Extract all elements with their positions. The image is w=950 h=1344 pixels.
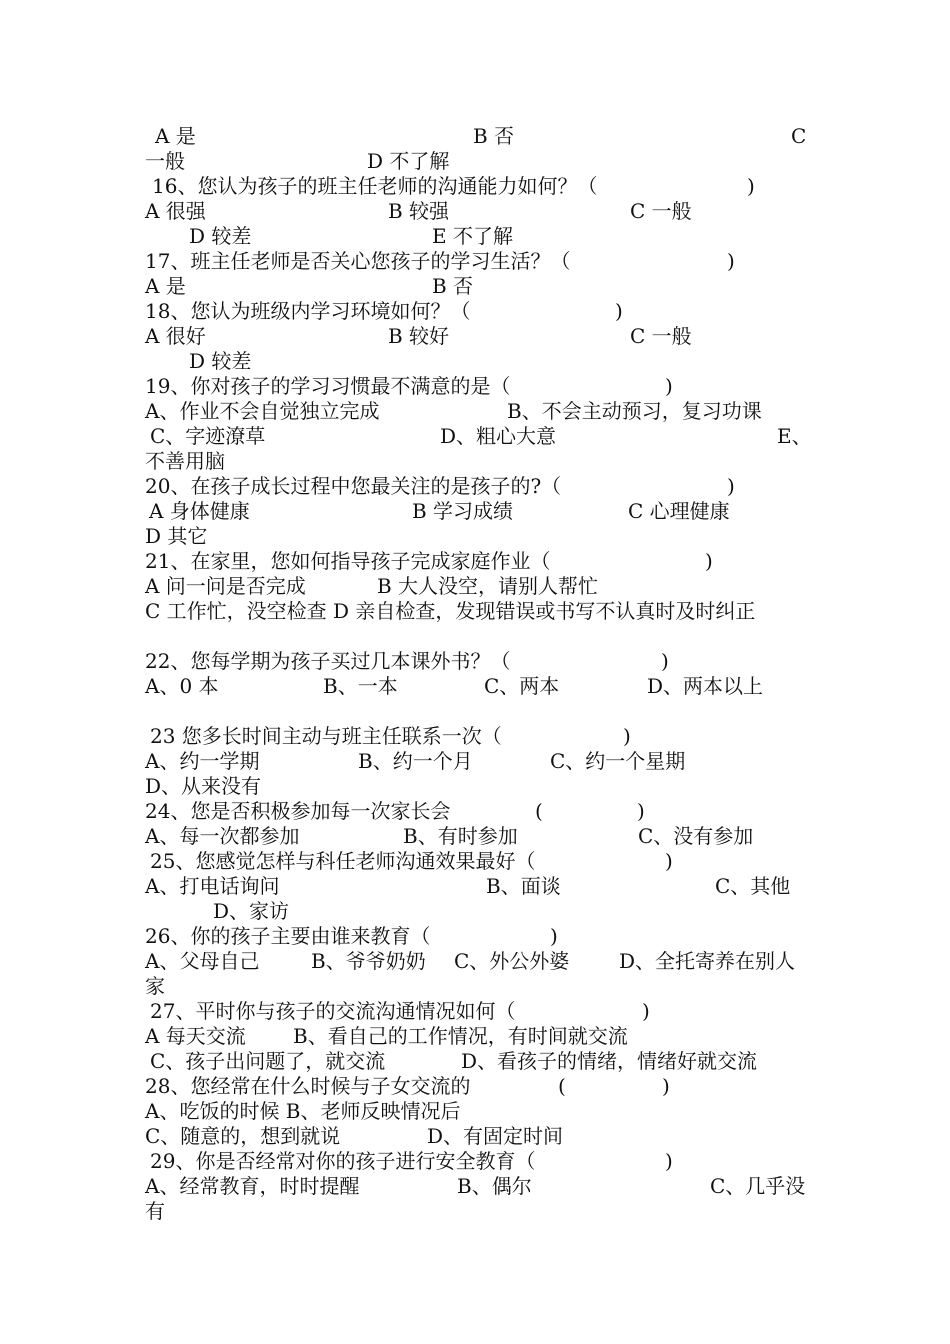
option-text: B、偶尔 xyxy=(457,1174,532,1198)
option-text: B 否 xyxy=(432,274,474,298)
line-q25-options-d xyxy=(145,899,810,924)
question-16 xyxy=(145,174,810,199)
option-text: D、粗心大意 xyxy=(440,424,557,448)
option-text: A 问一问是否完成 xyxy=(145,574,306,598)
option-text: D、从来没有 xyxy=(145,774,262,798)
option-text: D、家访 xyxy=(213,899,290,923)
line-q28-options-cd xyxy=(145,1124,810,1149)
option-text: A、吃饭的时候 B、老师反映情况后 xyxy=(145,1099,461,1123)
option-text: 有 xyxy=(145,1199,165,1223)
line-q19-options-e-cont xyxy=(145,449,810,474)
answer-bracket: ) xyxy=(665,1149,673,1173)
line-q18-options-d xyxy=(145,349,810,374)
option-text: A 每天交流 xyxy=(145,1024,246,1048)
option-text: A、打电话询问 xyxy=(145,874,280,898)
option-text: A 是 xyxy=(145,274,186,298)
line-q20-options-abc xyxy=(145,499,810,524)
question-20 xyxy=(145,474,810,499)
option-text: B 较强 xyxy=(388,199,450,223)
option-text: C 工作忙，没空检查 D 亲自检查，发现错误或书写不认真时及时纠正 xyxy=(145,599,756,623)
question-18 xyxy=(145,299,810,324)
option-text: B、看自己的工作情况，有时间就交流 xyxy=(293,1024,628,1048)
question-27 xyxy=(145,999,810,1024)
option-text: A、约一学期 xyxy=(145,749,260,773)
option-text: C 一般 xyxy=(630,199,692,223)
option-text: D 较差 xyxy=(189,224,252,248)
question-19 xyxy=(145,374,810,399)
option-text: A 很好 xyxy=(145,324,206,348)
line-q29-options xyxy=(145,1174,810,1199)
line-q16-options-de xyxy=(145,224,810,249)
question-17 xyxy=(145,249,810,274)
answer-bracket: ) xyxy=(615,299,623,323)
question-text: 22、您每学期为孩子买过几本课外书？（ xyxy=(145,649,511,673)
line-q18-options-abc xyxy=(145,324,810,349)
answer-bracket: ) xyxy=(705,549,713,573)
line-q29-options-cont xyxy=(145,1199,810,1224)
line-q25-options-abc xyxy=(145,874,810,899)
option-text: 不善用脑 xyxy=(145,449,225,473)
option-text: D 较差 xyxy=(189,349,252,373)
question-22 xyxy=(145,649,810,674)
line-q28-options-ab xyxy=(145,1099,810,1124)
line-q20-options-d xyxy=(145,524,810,549)
line-q23-options-d xyxy=(145,774,810,799)
option-text: D、全托寄养在别人 xyxy=(619,949,796,973)
question-text: 26、你的孩子主要由谁来教育（ xyxy=(145,924,431,948)
option-text: C、其他 xyxy=(715,874,791,898)
question-text: 18、您认为班级内学习环境如何？（ xyxy=(145,299,471,323)
option-text: C、字迹潦草 xyxy=(150,424,266,448)
line-q15-options-cd xyxy=(145,149,810,174)
line-q15-options-ab xyxy=(145,124,810,149)
answer-bracket: ( xyxy=(535,799,543,823)
line-q26-options-cont xyxy=(145,974,810,999)
option-text: A 是 xyxy=(155,124,196,148)
answer-bracket: ) xyxy=(637,799,645,823)
option-text: B 较好 xyxy=(388,324,450,348)
line-q21-options-ab xyxy=(145,574,810,599)
option-text: A、0 本 xyxy=(145,674,219,698)
option-text: C、约一个星期 xyxy=(550,749,686,773)
line-q21-options-cd xyxy=(145,599,810,624)
line-q16-options-abc xyxy=(145,199,810,224)
option-text: C、两本 xyxy=(484,674,560,698)
option-text: D 不了解 xyxy=(367,149,450,173)
question-text: 16、您认为孩子的班主任老师的沟通能力如何？（ xyxy=(152,174,598,198)
option-text: B 大人没空，请别人帮忙 xyxy=(377,574,599,598)
question-text: 20、在孩子成长过程中您最关注的是孩子的?（ xyxy=(145,474,562,498)
option-text: 家 xyxy=(145,974,165,998)
option-text: A 身体健康 xyxy=(149,499,250,523)
option-text: C 一般 xyxy=(630,324,692,348)
option-text: E、 xyxy=(777,424,812,448)
option-text: A、父母自己 xyxy=(145,949,260,973)
option-text: B、约一个月 xyxy=(358,749,473,773)
question-26 xyxy=(145,924,810,949)
question-text: 25、您感觉怎样与科任老师沟通效果最好（ xyxy=(150,849,536,873)
answer-bracket: ) xyxy=(662,1074,670,1098)
option-text: C、外公外婆 xyxy=(454,949,570,973)
option-text: B、有时参加 xyxy=(403,824,518,848)
option-text: C、几乎没 xyxy=(710,1174,806,1198)
question-text: 17、班主任老师是否关心您孩子的学习生活？（ xyxy=(145,249,571,273)
option-text: D、有固定时间 xyxy=(427,1124,564,1148)
option-text: B、面谈 xyxy=(486,874,561,898)
line-q26-options xyxy=(145,949,810,974)
option-text: 一般 xyxy=(145,149,185,173)
question-text: 19、你对孩子的学习习惯最不满意的是（ xyxy=(145,374,511,398)
option-text: D、看孩子的情绪，情绪好就交流 xyxy=(461,1049,758,1073)
question-21 xyxy=(145,549,810,574)
line-q27-options-cd xyxy=(145,1049,810,1074)
answer-bracket: ) xyxy=(727,474,735,498)
option-text: D、两本以上 xyxy=(647,674,764,698)
line-q19-options-ab xyxy=(145,399,810,424)
line-q23-options-abc xyxy=(145,749,810,774)
question-28 xyxy=(145,1074,810,1099)
option-text: A 很强 xyxy=(145,199,206,223)
option-text: A、每一次都参加 xyxy=(145,824,300,848)
line-q24-options xyxy=(145,824,810,849)
question-25 xyxy=(145,849,810,874)
answer-bracket: ) xyxy=(550,924,558,948)
answer-bracket: ) xyxy=(665,374,673,398)
question-29 xyxy=(145,1149,810,1174)
option-text: E 不了解 xyxy=(432,224,513,248)
answer-bracket: ) xyxy=(623,724,631,748)
answer-bracket: ) xyxy=(661,649,669,673)
option-text: C xyxy=(791,124,807,148)
option-text: B、不会主动预习，复习功课 xyxy=(507,399,762,423)
option-text: C 心理健康 xyxy=(628,499,730,523)
option-text: A、作业不会自觉独立完成 xyxy=(145,399,380,423)
option-text: B 否 xyxy=(473,124,515,148)
option-text: C、没有参加 xyxy=(638,824,754,848)
option-text: D 其它 xyxy=(145,524,208,548)
option-text: B、一本 xyxy=(323,674,398,698)
answer-bracket: ) xyxy=(727,249,735,273)
question-23 xyxy=(145,724,810,749)
line-q27-options-ab xyxy=(145,1024,810,1049)
question-text: 29、你是否经常对你的孩子进行安全教育（ xyxy=(150,1149,536,1173)
option-text: B、爷爷奶奶 xyxy=(311,949,426,973)
line-q19-options-cde xyxy=(145,424,810,449)
option-text: C、孩子出问题了，就交流 xyxy=(150,1049,386,1073)
question-24 xyxy=(145,799,810,824)
option-text: C、随意的，想到就说 xyxy=(145,1124,341,1148)
option-text: A、经常教育，时时提醒 xyxy=(145,1174,360,1198)
answer-bracket: ) xyxy=(747,174,755,198)
question-text: 21、在家里，您如何指导孩子完成家庭作业（ xyxy=(145,549,551,573)
question-text: 23 您多长时间主动与班主任联系一次（ xyxy=(150,724,502,748)
answer-bracket: ) xyxy=(665,849,673,873)
line-q17-options xyxy=(145,274,810,299)
answer-bracket: ( xyxy=(558,1074,566,1098)
option-text: B 学习成绩 xyxy=(412,499,514,523)
question-text: 27、平时你与孩子的交流沟通情况如何（ xyxy=(150,999,516,1023)
question-text: 28、您经常在什么时候与子女交流的 xyxy=(145,1074,471,1098)
answer-bracket: ) xyxy=(642,999,650,1023)
question-text: 24、您是否积极参加每一次家长会 xyxy=(145,799,451,823)
line-q22-options xyxy=(145,674,810,699)
